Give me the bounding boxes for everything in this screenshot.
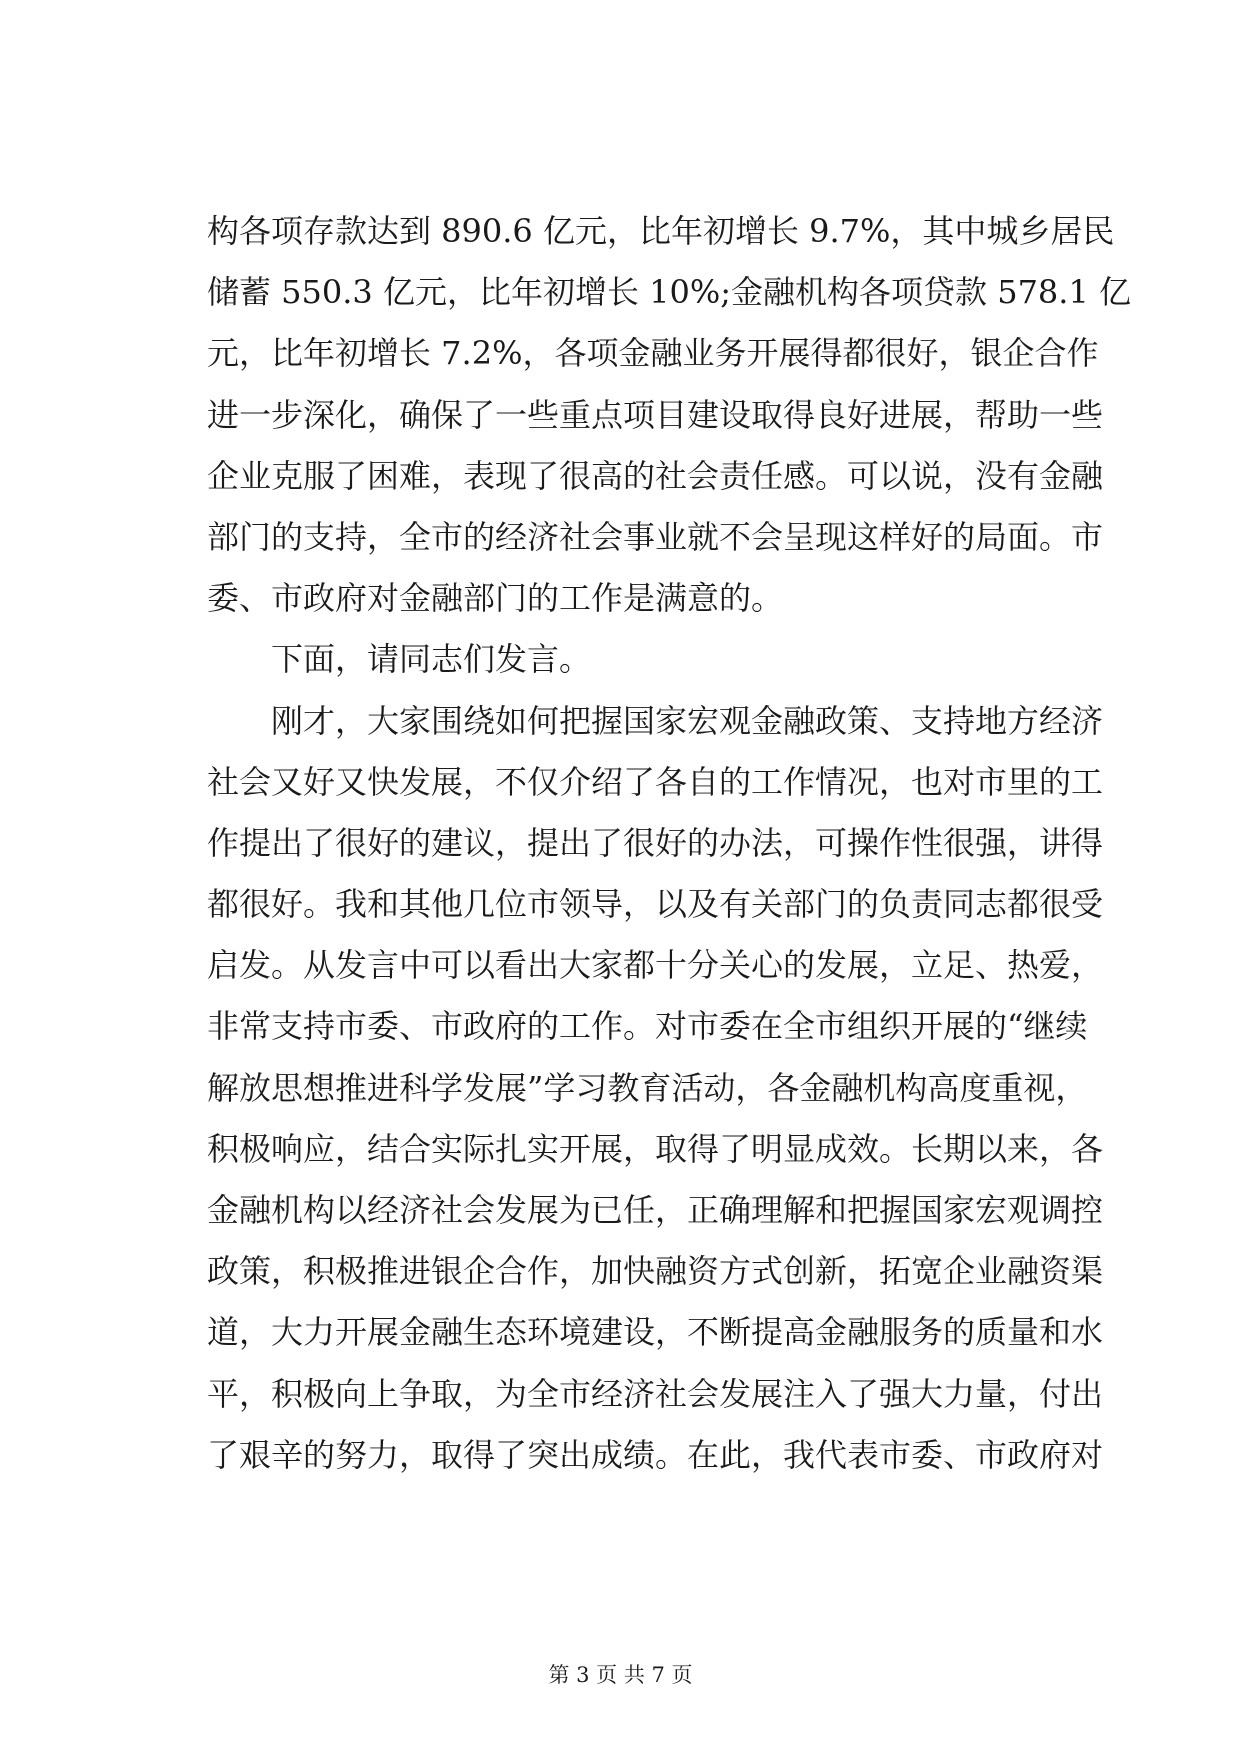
text-line: 平，积极向上争取，为全市经济社会发展注入了强大力量，付出: [207, 1374, 1104, 1413]
page-number: 第 3 页 共 7 页: [548, 1663, 693, 1687]
text-line: 刚才，大家围绕如何把握国家宏观金融政策、支持地方经济: [271, 701, 1104, 740]
text-line: 元，比年初增长 7.2%，各项金融业务开展得都很好，银企合作: [207, 334, 1099, 373]
text-line: 道，大力开展金融生态环境建设，不断提高金融服务的质量和水: [207, 1313, 1104, 1352]
text-line: 储蓄 550.3 亿元，比年初增长 10%;金融机构各项贷款 578.1 亿: [207, 273, 1131, 312]
text-line: 都很好。我和其他几位市领导，以及有关部门的负责同志都很受: [207, 885, 1104, 924]
text-line: 进一步深化，确保了一些重点项目建设取得良好进展，帮助一些: [207, 395, 1104, 434]
text-line: 非常支持市委、市政府的工作。对市委在全市组织开展的“继续: [207, 1007, 1088, 1046]
text-line: 社会又好又快发展，不仅介绍了各自的工作情况，也对市里的工: [207, 762, 1104, 801]
text-line: 政策，积极推进银企合作，加快融资方式创新，拓宽企业融资渠: [207, 1252, 1104, 1291]
text-line: 构各项存款达到 890.6 亿元，比年初增长 9.7%，其中城乡居民: [207, 212, 1115, 250]
text-line: 企业克服了困难，表现了很高的社会责任感。可以说，没有金融: [207, 456, 1104, 495]
text-line: 积极响应，结合实际扎实开展，取得了明显成效。长期以来，各: [207, 1129, 1104, 1168]
text-line: 作提出了很好的建议，提出了很好的办法，可操作性很强，讲得: [207, 823, 1104, 862]
text-line: 了艰辛的努力，取得了突出成绩。在此，我代表市委、市政府对: [207, 1435, 1104, 1474]
text-line: 部门的支持，全市的经济社会事业就不会呈现这样好的局面。市: [207, 517, 1104, 556]
text-line: 金融机构以经济社会发展为已任，正确理解和把握国家宏观调控: [207, 1191, 1104, 1229]
text-line: 解放思想推进科学发展”学习教育活动，各金融机构高度重视，: [207, 1068, 1088, 1107]
page-footer: [0, 1660, 1241, 1690]
text-line: 下面，请同志们发言。: [271, 640, 592, 679]
text-line: 启发。从发言中可以看出大家都十分关心的发展，立足、热爱，: [207, 946, 1104, 985]
text-line: 委、市政府对金融部门的工作是满意的。: [207, 579, 784, 618]
body-text: [207, 201, 1131, 1486]
